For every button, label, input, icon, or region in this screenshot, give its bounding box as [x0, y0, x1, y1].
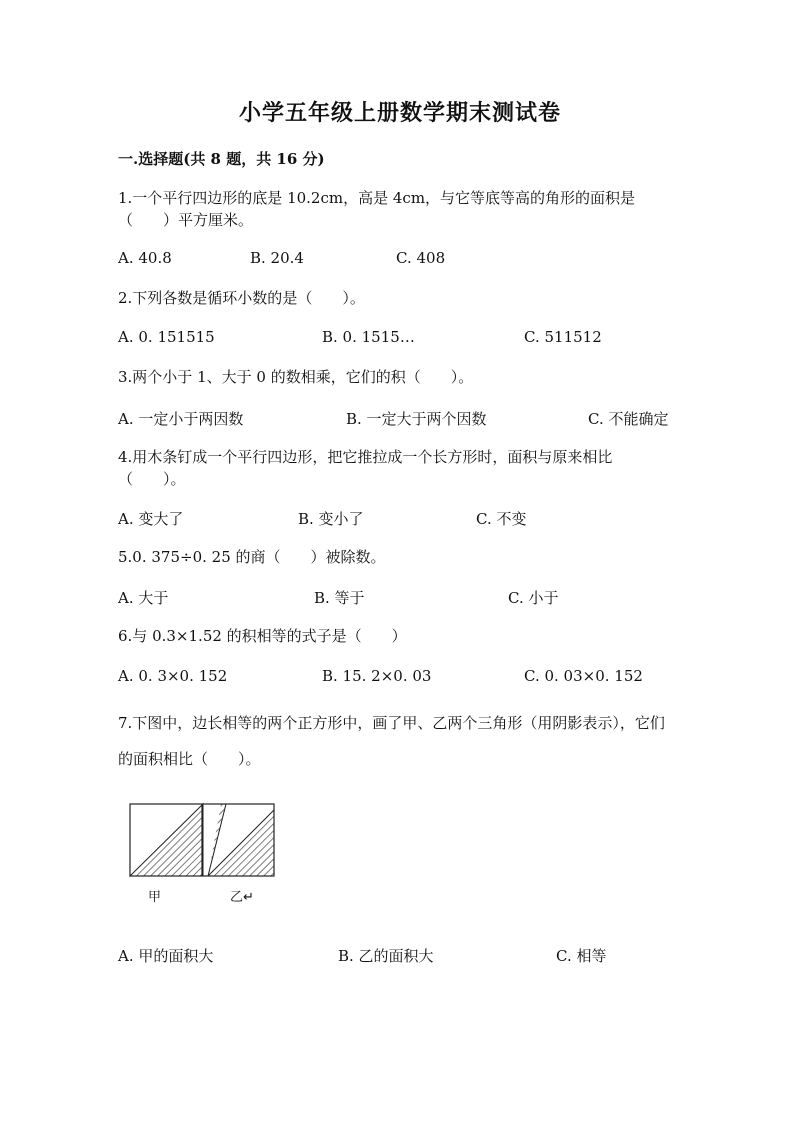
q4-option-c[interactable]: C. 不变: [476, 510, 527, 528]
question-3: 3.两个小于 1、大于 0 的数相乘，它们的积（ ）。: [118, 368, 474, 386]
q1-option-a[interactable]: A. 40.8: [118, 249, 172, 267]
q7-option-a[interactable]: A. 甲的面积大: [118, 947, 214, 965]
question-7: 7.下图中，边长相等的两个正方形中，画了甲、乙两个三角形（用阴影表示），它们的面积相比（ ）。: [118, 714, 665, 768]
question-2: 2.下列各数是循环小数的是（ ）。: [118, 289, 365, 307]
triangle-jia: [130, 804, 203, 876]
q3-option-c[interactable]: C. 不能确定: [588, 410, 669, 428]
section-heading: 一.选择题(共 8 题，共 16 分): [118, 150, 325, 168]
q1-option-c[interactable]: C. 408: [396, 249, 446, 267]
q5-option-a[interactable]: A. 大于: [118, 589, 169, 607]
question-4: 4.用木条钉成一个平行四边形，把它推拉成一个长方形时，面积与原来相比（ ）。: [118, 448, 613, 488]
triangle-yi: [208, 810, 274, 876]
q3-option-b[interactable]: B. 一定大于两个因数: [346, 410, 487, 428]
q3-option-a[interactable]: A. 一定小于两因数: [118, 410, 244, 428]
question-1: 1.一个平行四边形的底是 10.2cm，高是 4cm，与它等底等高的角形的面积是（ ）平方厘米。: [118, 189, 636, 229]
q4-option-a[interactable]: A. 变大了: [118, 510, 184, 528]
q2-option-c[interactable]: C. 511512: [524, 328, 602, 346]
q6-option-a[interactable]: A. 0. 3×0. 152: [118, 667, 228, 685]
label-yi: 乙↵: [230, 890, 254, 905]
page-title: 小学五年级上册数学期末测试卷: [238, 100, 561, 126]
question-6: 6.与 0.3×1.52 的积相等的式子是（ ）: [118, 627, 407, 645]
q5-option-b[interactable]: B. 等于: [314, 589, 365, 607]
q1-option-b[interactable]: B. 20.4: [250, 249, 304, 267]
label-jia: 甲: [148, 890, 162, 905]
question-5: 5.0. 375÷0. 25 的商（ ）被除数。: [118, 548, 386, 566]
q2-option-b[interactable]: B. 0. 1515…: [322, 328, 415, 346]
q6-option-c[interactable]: C. 0. 03×0. 152: [524, 667, 643, 685]
q7-option-b[interactable]: B. 乙的面积大: [338, 947, 434, 965]
squares-diagram: [120, 800, 290, 910]
two-squares-figure: [120, 800, 290, 910]
q6-option-b[interactable]: B. 15. 2×0. 03: [322, 667, 432, 685]
q4-option-b[interactable]: B. 变小了: [298, 510, 364, 528]
q5-option-c[interactable]: C. 小于: [508, 589, 559, 607]
q2-option-a[interactable]: A. 0. 151515: [118, 328, 215, 346]
q7-option-c[interactable]: C. 相等: [556, 947, 607, 965]
